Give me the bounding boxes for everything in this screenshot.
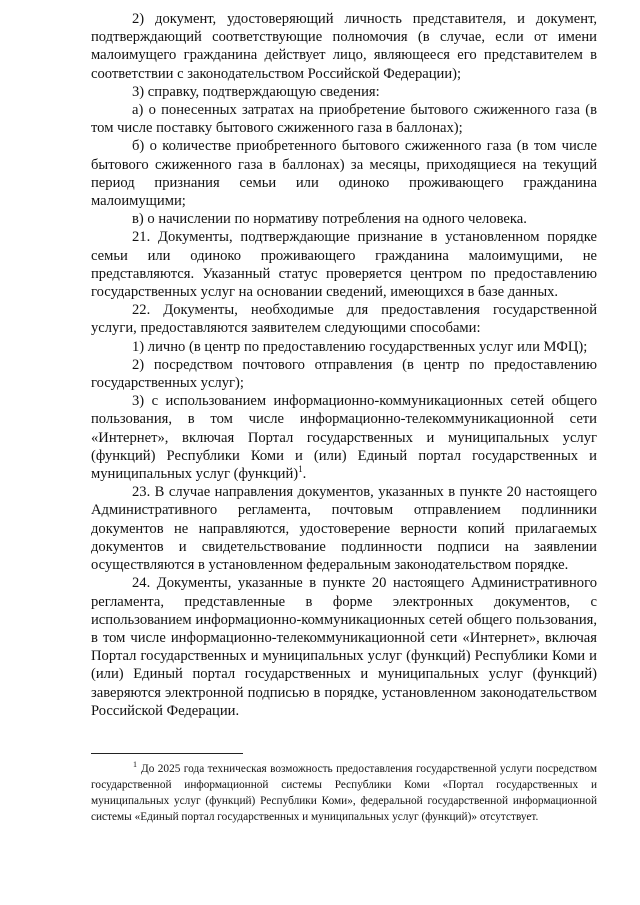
paragraph-method-3-end: . [302,466,307,483]
paragraph-item-a: а) о понесенных затратах на приобретение бытового сжиженного газа (в том числе поставку бытового сжиженного газа в баллонах); [91,102,597,137]
paragraph-clause-22: 22. Документы, необходимые для предоставления государственной услуги, предоставляются заявителем следующими способами: [91,302,597,337]
paragraph-method-2: 2) посредством почтового отправления (в центр по предоставлению государственных услуг); [91,356,597,392]
footnote-reference-marker: 1 [298,464,303,475]
document-page [91,10,597,720]
paragraph-method-3-text: 3) с использованием информационно-коммуникационных сетей общего пользования, в том числе информационно-телекоммуникационной сети «Интернет», включая Портал государственных и муниципальных услуг (функций) Республики Коми и (или) Единый портал государственных и муниципальных услуг (функций) [91,393,597,483]
paragraph-item-v: в) о начислении по нормативу потребления на одного человека. [132,211,527,228]
paragraph-item-b: б) о количестве приобретенного бытового сжиженного газа (в том числе бытового сжиженного газа в баллонах) за месяцы, приходящиеся на текущий период признания семьи или одиноко проживающего гражданина малоимущими; [91,138,597,210]
paragraph-method-3 [91,392,597,483]
footnote-separator [91,753,243,754]
paragraph-representative-document: 2) документ, удостоверяющий личность представителя, и документ, подтверждающий соответствующие полномочия (в случае, если от имени малоимущего гражданина действует лицо, являющееся его представителем в соответствии с законодательством Российской Федерации); [91,11,597,82]
paragraph-clause-24: 24. Документы, указанные в пункте 20 настоящего Административного регламента, представленные в форме электронных документов, с использованием информационно-коммуникационных сетей общего пользования, в том числе информационно-телекоммуникационной сети «Интернет», включая Портал государственных и муниципальных услуг (функций) Республики Коми и (или) Единый портал государственных и муниципальных услуг (функций) заверяются электронной подписью в порядке, установленном законодательством Российской Федерации. [91,575,597,719]
paragraph-method-1: 1) лично (в центр по предоставлению государственных услуг или МФЦ); [132,338,588,355]
footnote-marker: 1 [133,760,137,770]
paragraph-clause-23: 23. В случае направления документов, указанных в пункте 20 настоящего Административного регламента, почтовым отправлением подлинники документов не направляются, удостоверение верности копий прилагаемых документов и свидетельствование подлинности подписи на заявлении осуществляются в установленном федеральным законодательством порядке. [91,484,597,574]
paragraph-certificate-intro: 3) справку, подтверждающую сведения: [132,83,380,100]
footnote-text: До 2025 года техническая возможность предоставления государственной услуги посредством государственной информационной системы Республики Коми «Портал государственных и муниципальных услуг (функций) Республики Коми», федеральной государственной информационной системы «Единый портал государственных и муниципальных услуг (функций)» отсутствует. [91,763,597,823]
paragraph-clause-21: 21. Документы, подтверждающие признание в установленном порядке семьи или одиноко проживающего гражданина малоимущими, не представляются. Указанный статус проверяется центром по предоставлению государственных услуг на основании сведений, имеющихся в базе данных. [91,229,597,301]
footnote [91,761,597,825]
